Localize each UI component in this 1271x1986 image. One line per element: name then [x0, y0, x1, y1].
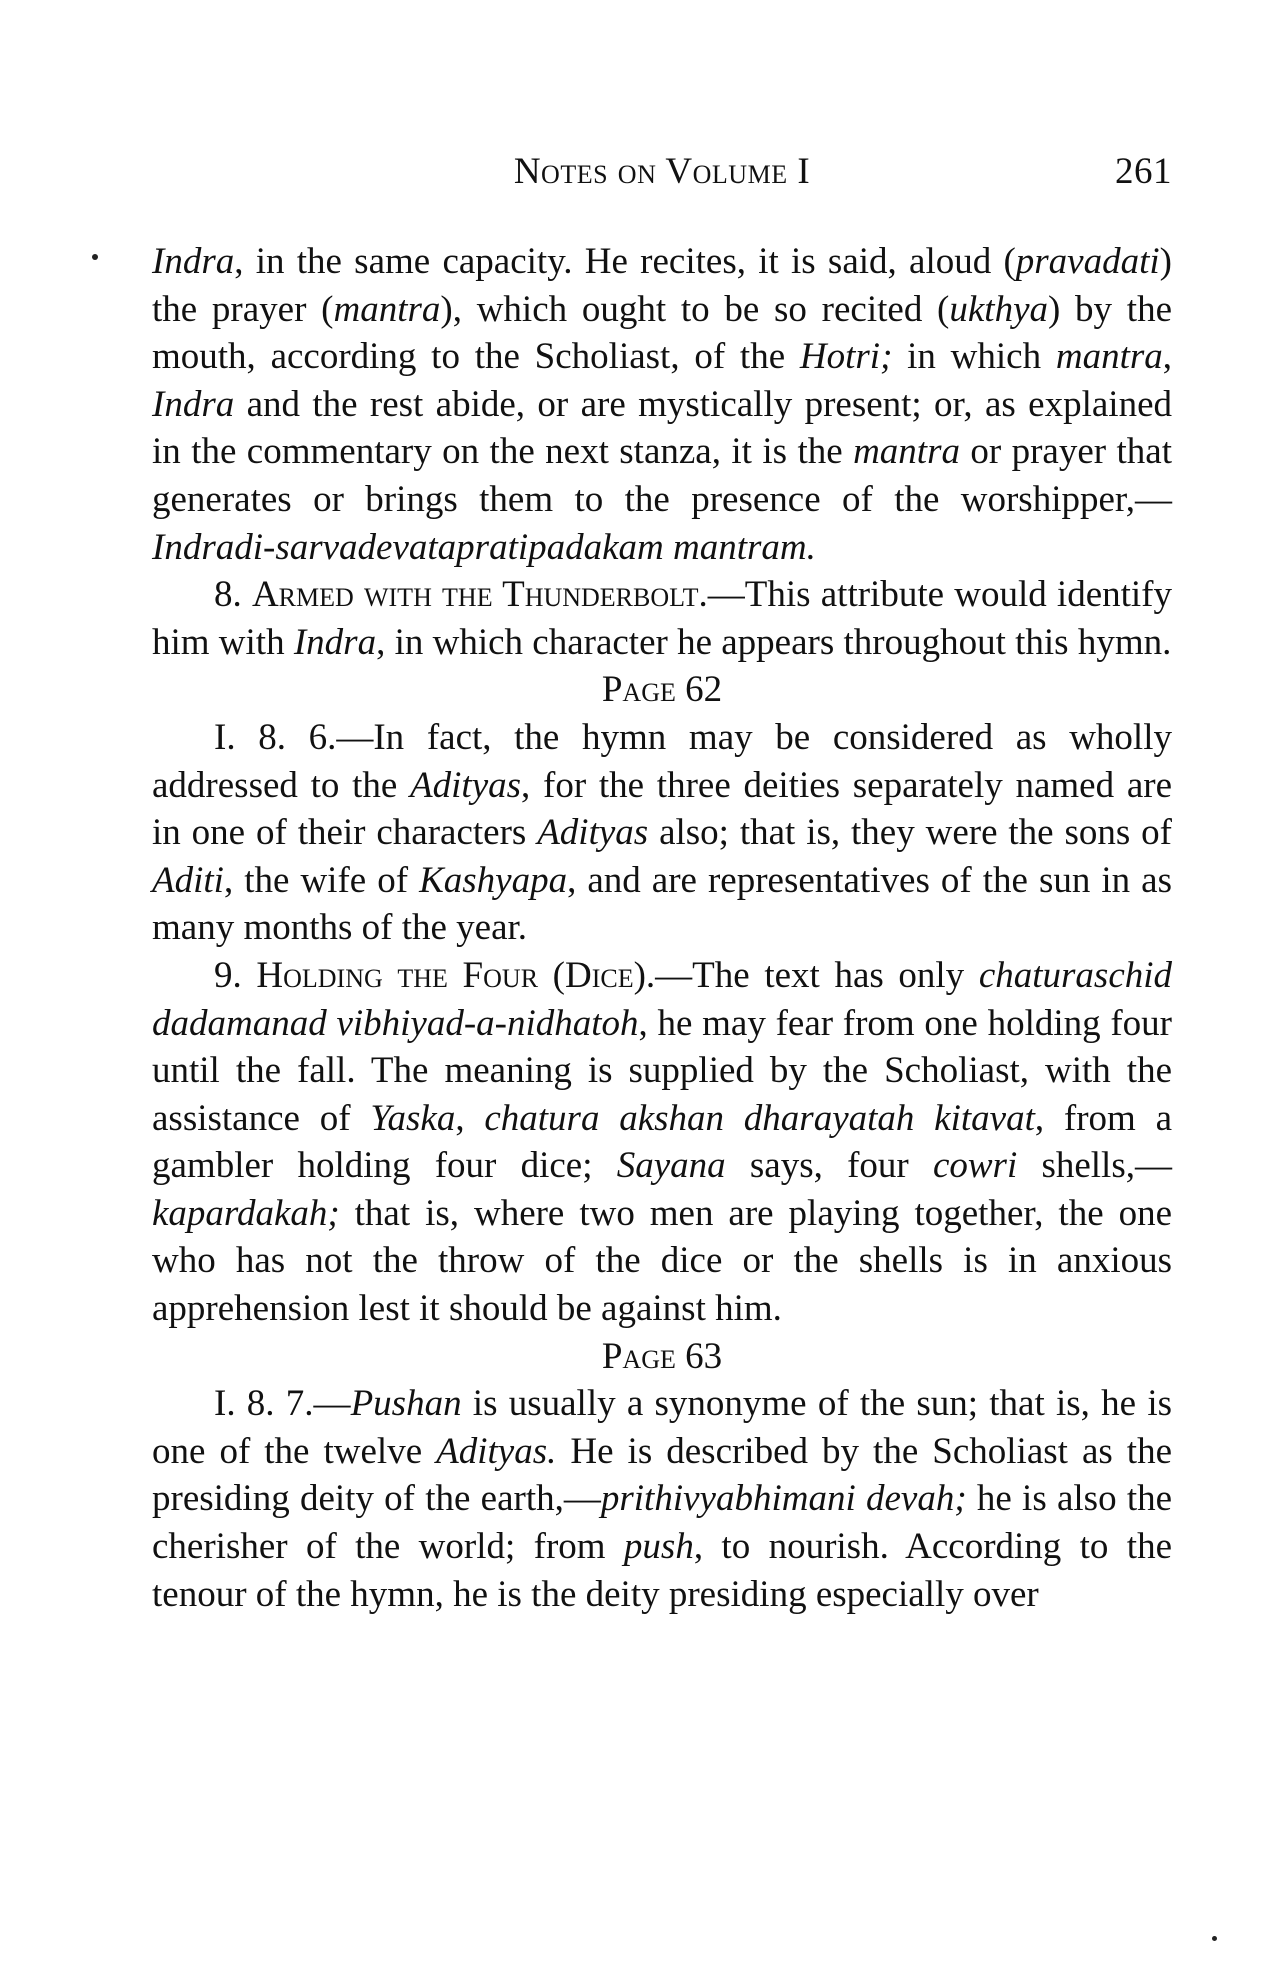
- italic-term: Indradi-sarvadevatapratipadakam mantram.: [152, 526, 816, 568]
- note-heading: Armed with the Thunderbolt.: [251, 574, 708, 616]
- running-title: Notes on Volume I: [513, 151, 811, 192]
- text-run: , and are representatives of the sun in as many months of the year.: [152, 859, 1172, 949]
- text-run: , the wife of: [223, 859, 420, 901]
- note-i-8-6: [152, 714, 1172, 952]
- text-run: ) the prayer (: [152, 241, 1172, 330]
- page-63-heading: Page 63: [601, 1335, 723, 1377]
- italic-term: Yaska: [370, 1097, 456, 1139]
- italic-term: Pushan: [350, 1383, 462, 1425]
- body-text: [152, 238, 1172, 1618]
- italic-term: mantra: [1055, 336, 1163, 378]
- text-run: ,: [1162, 336, 1173, 378]
- text-run: I. 8. 7.—: [214, 1383, 351, 1425]
- italic-term: push: [623, 1526, 694, 1568]
- text-run: , for the three deities separately named are in one of their characters: [152, 764, 1172, 854]
- text-run: —The text has only: [655, 954, 979, 996]
- italic-term: Hotri;: [799, 336, 893, 378]
- text-run: I. 8. 6.—In fact, the hymn may be considered as wholly addressed to the: [152, 716, 1172, 806]
- italic-term: mantra: [333, 288, 441, 330]
- page-number: 261: [1115, 151, 1172, 192]
- text-run: or prayer that generates or brings them to the presence of the worshipper,—: [152, 431, 1172, 520]
- text-run: and the rest abide, or are mystically present; or, as explained in the commentary on the next stanza, it is the: [152, 383, 1172, 473]
- scan-speck: [1212, 1936, 1217, 1941]
- note-9-holding-four: [152, 952, 1172, 1333]
- text-run: , to nourish. According to the tenour of the hymn, he is the deity presiding especially over: [152, 1526, 1172, 1615]
- note-i-8-7: [152, 1380, 1172, 1618]
- italic-term: ukthya: [949, 288, 1048, 330]
- italic-term: Kashyapa: [419, 859, 568, 901]
- italic-term: Adityas: [537, 812, 649, 854]
- text-run: also; that is, they were the sons of: [648, 812, 1172, 854]
- italic-term: Aditi: [152, 859, 224, 901]
- page-62-heading: Page 62: [601, 669, 723, 711]
- paragraph-indra-mantra: [152, 238, 1172, 571]
- scan-speck: [92, 254, 98, 260]
- text-run: He is described by the Scholiast as the presiding deity of the earth,—: [152, 1430, 1172, 1520]
- running-header: [152, 150, 1172, 202]
- text-run: , in the same capacity. He recites, it is said, aloud (: [234, 241, 1016, 282]
- italic-term: chaturaschid dadamanad vibhiyad-a-nidhatoh: [152, 954, 1173, 1044]
- text-run: —This attribute would identify him with: [152, 574, 1173, 663]
- note-number: 9.: [214, 954, 257, 996]
- italic-term: chatura akshan dharayatah kitavat: [484, 1097, 1035, 1139]
- text-run: is usually a synonyme of the sun; that is, he is one of the twelve: [152, 1383, 1173, 1472]
- text-run: ), which ought to be so recited (: [440, 288, 950, 330]
- text-run: says, four: [725, 1145, 933, 1187]
- italic-term: kapardakah;: [152, 1192, 340, 1234]
- text-run: ) by the mouth, according to the Scholiast, of the: [152, 288, 1172, 378]
- text-run: in which: [892, 336, 1056, 378]
- italic-term: prithivyabhimani devah;: [600, 1478, 967, 1520]
- note-number: 8.: [214, 574, 252, 616]
- italic-term: Indra: [293, 621, 377, 663]
- italic-term: Indra: [152, 383, 235, 425]
- italic-term: Indra: [152, 241, 235, 282]
- note-8-thunderbolt: [152, 571, 1172, 666]
- italic-term: Sayana: [616, 1145, 726, 1187]
- text-run: , from a gambler holding four dice;: [152, 1097, 1172, 1187]
- italic-term: pravadati: [1015, 241, 1160, 282]
- text-run: , he may fear from one holding four until the fall. The meaning is supplied by the Scholiast, with the assistance of: [152, 1002, 1172, 1139]
- italic-term: Adityas.: [436, 1430, 557, 1472]
- italic-term: Adityas: [410, 764, 522, 806]
- note-heading: Holding the Four (Dice).: [256, 954, 656, 996]
- text-run: , in which character he appears throughout this hymn.: [376, 621, 1172, 663]
- text-run: that is, where two men are playing together, the one who has not the throw of the dice or the shells is in anxious apprehension lest it should be against him.: [152, 1192, 1172, 1330]
- text-run: shells,—: [1017, 1145, 1172, 1187]
- italic-term: mantra: [853, 431, 960, 473]
- text-run: he is also the cherisher of the world; from: [152, 1478, 1173, 1568]
- text-run: ,: [455, 1097, 485, 1139]
- italic-term: cowri: [932, 1145, 1018, 1187]
